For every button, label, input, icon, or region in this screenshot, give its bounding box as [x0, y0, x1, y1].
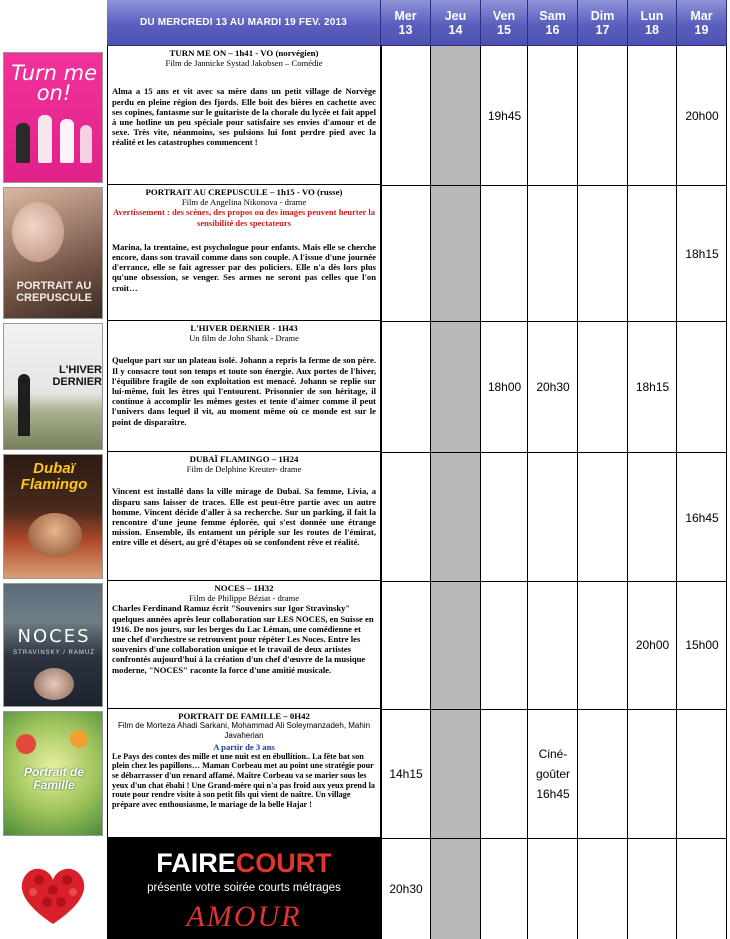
figure-icon	[80, 125, 92, 163]
film-synopsis: Quelque part sur un plateau isolé. Johann a repris la ferme de son père. Il y consacre tout son temps et toute son énergie. Aux portes de l'hiver, l'équilibre fragile de son exploitation est menacé. Johann se replie sur lui-même, fuit les êtres qui l'entourent. Prisonnier de son héritage, il continue à accomplir les mêmes gestes et tente d'aimer comme il peut l'univers dans lequel il vit, au moment même où ce monde est sur le point de disparaître.	[112, 355, 376, 427]
poster-hiver-dernier	[3, 323, 103, 450]
showtime-mer: 14h15	[389, 767, 423, 781]
film-synopsis: Alma a 15 ans et vit avec sa mère dans un petit village de Norvège perdu en pleine région des fjords. Elle boit des bières en cachette avec ses copines, fantasme sur le guitariste de la chorale du lycée et fait appel à une hotline un peu spéciale pour satisfaire ses envies d'amour et de sexe. Très vite, néanmoins, ses pulsions lui font perdre pied avec la réalité et les catastrophes commencent !	[112, 86, 376, 148]
day-header-mer	[381, 0, 431, 46]
poster-subtitle: STRAVINSKY / RAMUZ	[13, 650, 95, 656]
figure-icon	[16, 123, 30, 163]
day-number: 15	[497, 22, 511, 37]
day-header-jeu	[431, 0, 481, 46]
film-portrait-au-crepuscule	[107, 185, 381, 321]
showtime-sam: 20h30	[536, 380, 570, 394]
film-synopsis: Charles Ferdinand Ramuz écrit "Souvenirs sur Igor Stravinsky" quelques années après leur collaboration sur LES NOCES, en Suisse en 1916. De nos jours, sur les berges du Lac Léman, une comédienne et une chef d'orchestre se retrouvent pour répéter Les Noces. Entre les souvenirs d'une collaboration unique et le travail de deux artistes confrontés aujourd'hui à la création d'un chef d'œuvre de la musique moderne, "NOCES" raconte la force d'une amitié musicale.	[112, 603, 374, 675]
film-credits: Film de Jannicke Systad Jakobsen – Comédie	[165, 58, 323, 69]
showtime-mer: 20h30	[389, 882, 423, 896]
showtime-sam-cine-gouter	[528, 744, 578, 804]
film-turn-me-on	[107, 46, 381, 185]
day-number: 17	[595, 22, 610, 37]
day-name: Mar	[690, 8, 713, 23]
film-noces	[107, 581, 381, 709]
poster-turn-me-on	[3, 52, 103, 183]
film-title: NOCES – 1H32	[214, 583, 274, 593]
flower-icon	[70, 730, 88, 748]
day-number: 16	[545, 22, 560, 37]
row-divider	[381, 838, 727, 839]
film-credits: Film de Angelina Nikonova - drame	[181, 197, 307, 208]
poster-title: L'HIVER DERNIER	[52, 364, 102, 388]
row-divider	[381, 709, 727, 710]
face-image	[28, 513, 82, 557]
poster-title: Portrait de Famille	[23, 765, 84, 792]
showtime-mar: 20h00	[685, 109, 719, 123]
day-header-dim	[578, 0, 628, 46]
column-sam	[528, 46, 578, 939]
dancers-image	[34, 668, 74, 700]
showtime-mar: 18h15	[685, 247, 719, 261]
poster-portrait-de-famille	[3, 711, 103, 836]
poster-noces	[3, 583, 103, 707]
row-divider	[381, 185, 727, 186]
day-name: Jeu	[444, 8, 467, 23]
column-dim	[578, 46, 628, 939]
day-name: Dim	[590, 8, 615, 23]
day-header-ven	[481, 0, 528, 46]
film-title: L'HIVER DERNIER - 1H43	[190, 323, 298, 333]
day-name: Ven	[492, 8, 516, 23]
poster-title: NOCES	[17, 626, 91, 647]
showtime-label: Ciné-	[538, 747, 568, 761]
showtime-mar: 15h00	[685, 638, 719, 652]
day-number: 19	[694, 22, 709, 37]
figure-icon	[60, 119, 74, 163]
day-name: Mer	[394, 8, 417, 23]
film-warning: Avertissement : des scènes, des propos ou des images peuvent heurter la sensibilité des spectateurs	[112, 207, 376, 228]
day-name: Sam	[539, 8, 566, 23]
poster-heart	[3, 842, 103, 937]
column-mar	[677, 46, 727, 939]
film-synopsis: Marina, la trentaine, est psychologue pour enfants. Mais elle se cherche encore, dans son travail comme dans son couple. A l'issue d'une journée d'errance, elle se fait agresser par des policiers. Elle n'a dès lors plus qu'une obsession, se venger. Ses armes ne seront pas celles que l'on croit…	[112, 241, 376, 293]
showtime-lun: 18h15	[635, 380, 670, 394]
film-credits: Film de Morteza Ahadi Sarkani, Mohammad Ali Soleymanzadeh, Mahin Javaherian	[117, 721, 371, 741]
column-jeu-closed	[431, 46, 481, 939]
film-dubai-flamingo	[107, 452, 381, 581]
showtime-lun: 20h00	[635, 638, 670, 652]
film-portrait-de-famille	[107, 709, 381, 838]
event-tagline: présente votre soirée courts métrages	[147, 882, 341, 894]
faire-court-banner	[107, 838, 381, 939]
film-synopsis: Vincent est installé dans la ville mirage de Dubaï. Sa femme, Livia, a disparu sans laisser de traces. Elle est peut-être partie avec un autre homme. Vincent décide d'aller à sa recherche. Sur un parking, il fait la rencontre d'une jeune femme éplorée, qui s'est donnée une étrange mission. Ensemble, ils entament un périple sur les routes de l'émirat, entre ville et désert, au gré d'étapes où se confondent rêve et réalité.	[112, 486, 376, 548]
poster-title: Dubaï Flamingo	[20, 460, 88, 493]
film-title: PORTRAIT AU CREPUSCULE – 1h15 - VO (russe)	[145, 187, 343, 197]
poster-portrait-au-crepuscule	[3, 187, 103, 319]
film-title: TURN ME ON – 1h41 - VO (norvégien)	[169, 48, 319, 58]
figure-icon	[18, 374, 30, 436]
film-title: PORTRAIT DE FAMILLE – 0H42	[178, 711, 310, 721]
event-theme: AMOUR	[186, 900, 302, 933]
faire-court-logo	[107, 848, 381, 878]
row-divider	[381, 321, 727, 322]
film-credits: Un film de John Shank - Drame	[189, 333, 299, 344]
column-lun	[628, 46, 677, 939]
film-credits: Film de Delphine Kreuter- drame	[186, 464, 302, 475]
day-number: 13	[398, 22, 413, 37]
column-mer	[381, 46, 431, 939]
brand-faire: FAIRE	[156, 848, 236, 878]
face-image	[12, 202, 64, 262]
column-ven	[481, 46, 528, 939]
row-divider	[381, 452, 727, 453]
showtime-label: goûter	[535, 767, 571, 781]
day-header-lun	[628, 0, 677, 46]
showtime-ven: 18h00	[487, 380, 522, 394]
showtime-mar: 16h45	[685, 511, 719, 525]
row-divider	[381, 581, 727, 582]
poster-title: Turn me on!	[10, 61, 98, 105]
poster-dubai-flamingo	[3, 454, 103, 579]
day-header-sam	[528, 0, 578, 46]
week-range-header: DU MERCREDI 13 AU MARDI 19 FEV. 2013	[107, 0, 381, 46]
film-hiver-dernier	[107, 321, 381, 452]
day-header-mar	[677, 0, 727, 46]
brand-court: COURT	[235, 848, 332, 878]
showtime-ven: 19h45	[487, 109, 522, 123]
film-synopsis: Le Pays des contes des mille et une nuit est en ébullition.. La fête bat son plein chez les papillons… Maman Corbeau met au point une stratégie pour se débarrasser d'un renard affamé. Maître Corbeau va se marier sous les yeux d'un chat ébahi ! Une Grand-mère qui n'a pas froid aux yeux prend la route pour rendre visite à son petit fils qui vient de naître. Un village prépare avec enthousiasme, le mariage de la belle Hajar !	[112, 751, 375, 809]
showtime-value: 16h45	[536, 787, 570, 801]
day-number: 18	[645, 22, 659, 37]
day-name: Lun	[640, 8, 664, 23]
heart-icon	[3, 842, 103, 937]
poster-title: PORTRAIT AU CREPUSCULE	[16, 280, 92, 304]
day-number: 14	[448, 22, 463, 37]
film-title: DUBAÏ FLAMINGO – 1H24	[189, 454, 299, 464]
figure-icon	[38, 115, 52, 163]
film-credits: Film de Philippe Béziat - drame	[188, 593, 300, 604]
flower-icon	[16, 734, 36, 754]
film-age-rating: A partir de 3 ans	[213, 741, 275, 752]
